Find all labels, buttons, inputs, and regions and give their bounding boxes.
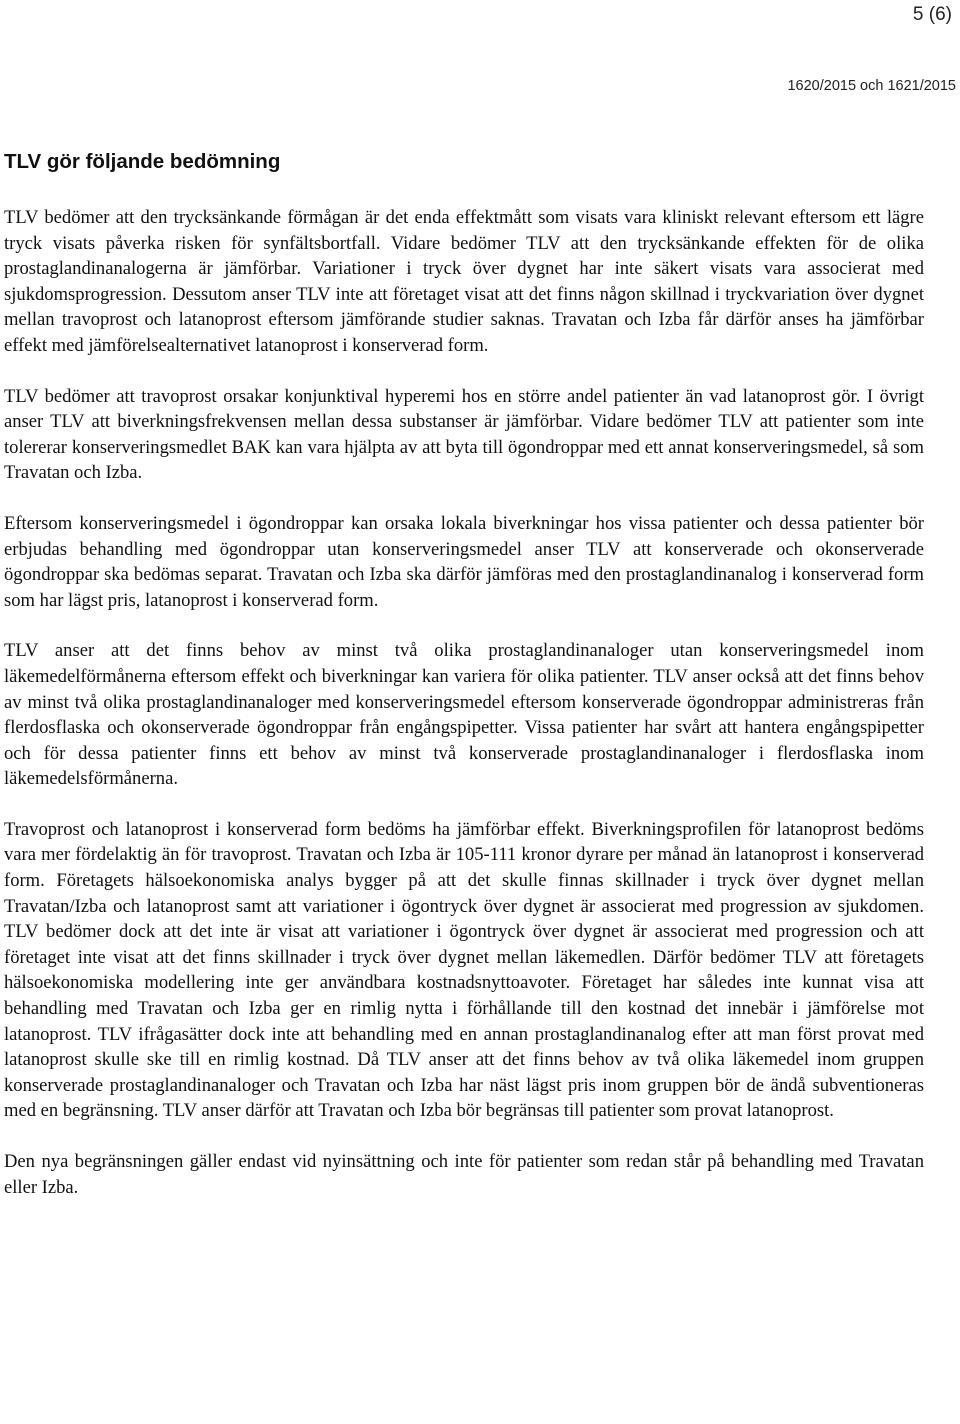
case-reference-number: 1620/2015 och 1621/2015 xyxy=(787,78,956,94)
page-number: 5 (6) xyxy=(912,4,952,25)
paragraph-new-restriction: Den nya begränsningen gäller endast vid nyinsättning och inte för patienter som redan står på behandling med Travatan eller Izba. xyxy=(4,1151,924,1198)
paragraph-effect: TLV bedömer att den trycksänkande förmågan är det enda effektmått som visats vara kliniskt relevant eftersom ett lägre tryck visats påverka risken för synfältsbortfall. Vidare bedömer TLV att den trycksänkande effekten för de olika prostaglandinanalogerna är jämförbar. Variationer i tryck över dygnet har inte säkert visats vara associerat med sjukdomsprogression. Dessutom anser TLV inte att företaget visat att det finns någon skillnad i tryckvariation över dygnet mellan travoprost och latanoprost eftersom jämförande studier saknas. Travatan och Izba får därför anses ha jämförbar effekt med jämförelsealternativet latanoprost i konserverad form. xyxy=(4,207,924,356)
paragraph-need: TLV anser att det finns behov av minst två olika prostaglandinanaloger utan konserveringsmedel inom läkemedelförmånerna eftersom effekt och biverkningar kan variera för olika patienter. TLV anser också att det finns behov av minst två olika prostaglandinanaloger med konserveringsmedel eftersom konserverade ögondroppar administreras från flerdosflaska och okonserverade ögondroppar från engångspipetter. Vissa patienter har svårt att hantera engångspipetter och för dessa patienter finns ett behov av minst två konserverade prostaglandinanaloger i flerdosflaska inom läkemedelsförmånerna. xyxy=(4,640,924,790)
assessment-body xyxy=(4,205,924,1225)
paragraph-cost-effectiveness: Travoprost och latanoprost i konserverad form bedöms ha jämförbar effekt. Biverkningsprofilen för latanoprost bedöms vara mer fördelaktig än för travoprost. Travatan och Izba är 105-111 kronor dyrare per månad än latanoprost i konserverad form. Företagets hälsoekonomiska analys bygger på att det skulle finnas skillnader i tryck över dygnet mellan Travatan/Izba och latanoprost samt att variationer i ögontryck över dygnet är associerat med progression av sjukdomen. TLV bedömer dock att det inte är visat att variationer i ögontryck över dygnet är associerat med progression och att företaget inte visat att det finns skillnader i tryck över dygnet mellan läkemedlen. Därför bedömer TLV att företagets hälsoekonomiska modellering inte ger användbara kostnadsnyttoavoter. Företaget har således inte kunnat visa att behandling med Travatan och Izba ger en rimlig nytta i förhållande till den kostnad det innebär i jämförelse mot latanoprost. TLV ifrågasätter dock inte att behandling med en annan prostaglandinanalog efter att man först provat med latanoprost skulle ske till en rimlig kostnad. Då TLV anser att det finns behov av två olika läkemedel inom gruppen konserverade prostaglandinanaloger och Travatan och Izba har näst lägst pris inom gruppen bör de ändå subventioneras med en begränsning. TLV anser därför att Travatan och Izba bör begränsas till patienter som provat latanoprost. xyxy=(4,818,924,1122)
paragraph-preservatives: Eftersom konserveringsmedel i ögondroppar kan orsaka lokala biverkningar hos vissa patienter och dessa patienter bör erbjudas behandling med ögondroppar utan konserveringsmedel anser TLV att konserverade och okonserverade ögondroppar ska bedömas separat. Travatan och Izba ska därför jämföras med den prostaglandinanalog i konserverad form som har lägst pris, latanoprost i konserverad form. xyxy=(4,512,924,611)
section-heading: TLV gör följande bedömning xyxy=(4,150,281,173)
paragraph-side-effects: TLV bedömer att travoprost orsakar konjunktival hyperemi hos en större andel patienter än vad latanoprost gör. I övrigt anser TLV att biverkningsfrekvensen mellan dessa substanser är jämförbar. Vidare bedömer TLV att patienter som inte tolererar konserveringsmedlet BAK kan vara hjälpta av att byta till ögondroppar med ett annat konserveringsmedel, så som Travatan och Izba. xyxy=(4,385,924,484)
